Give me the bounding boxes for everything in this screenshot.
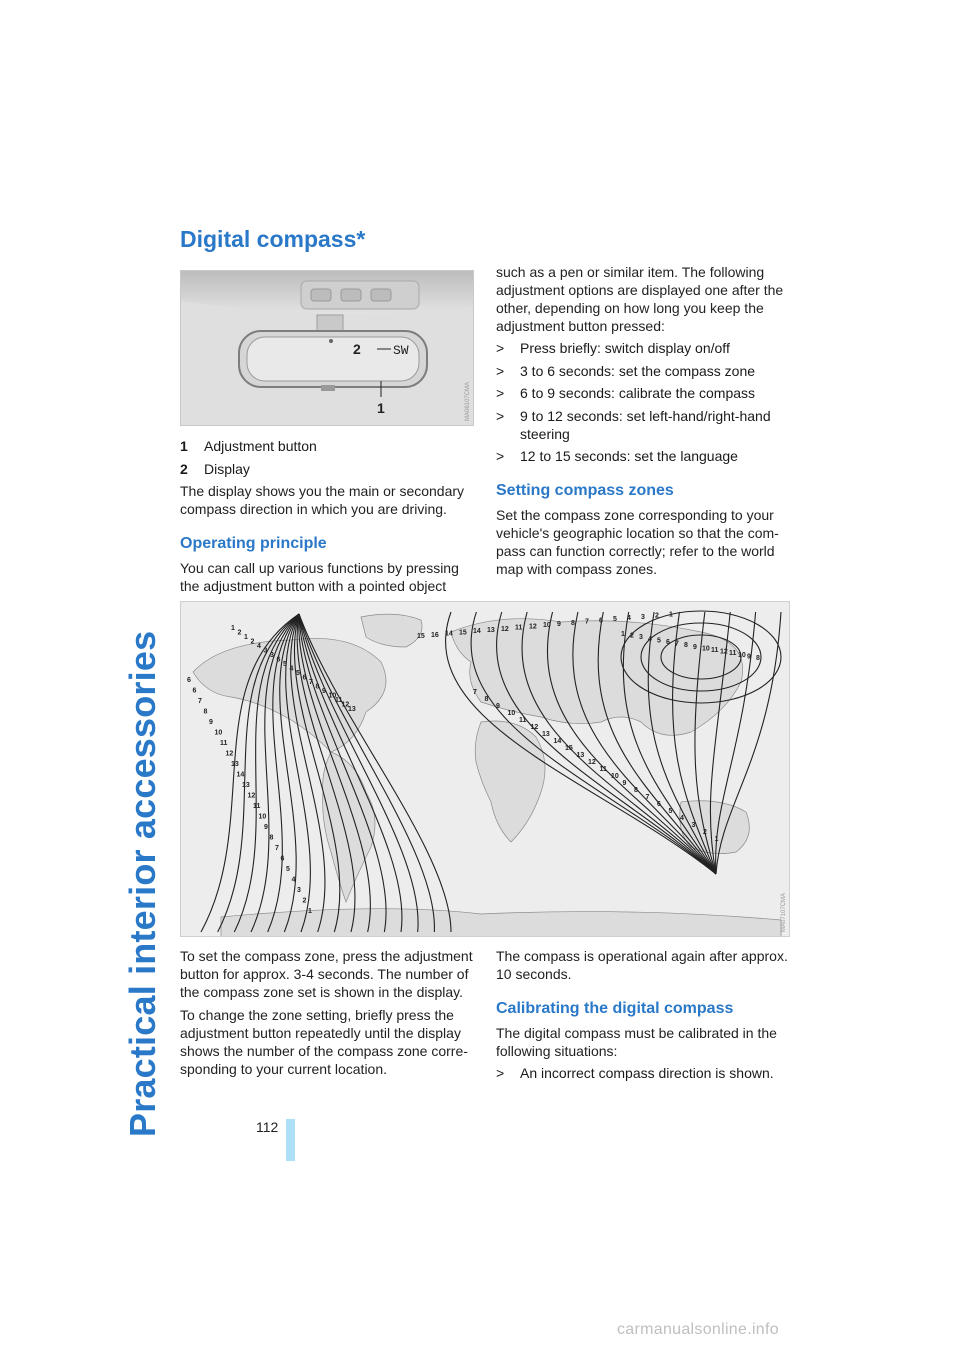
zone-number: 9	[209, 719, 213, 726]
zone-number: 13	[542, 731, 550, 738]
zone-number: 1	[231, 625, 235, 632]
zones-line-2: vehicle's geographic location so that the com-	[496, 525, 779, 541]
zone-number: 6	[302, 674, 307, 682]
zone-number: 9	[264, 824, 268, 831]
zone-number: 15	[417, 633, 425, 640]
zone-number: 8	[269, 834, 274, 842]
zone-number: 2	[655, 612, 659, 620]
mirror-figure	[180, 270, 474, 426]
zone-number: 3	[263, 647, 268, 655]
right-top-line-4: adjustment button pressed:	[496, 318, 665, 334]
zone-number: 5	[657, 637, 661, 645]
zone-number: 5	[613, 616, 617, 624]
zone-number: 7	[309, 679, 313, 686]
legend-item-1: 1 Adjustment button	[180, 438, 317, 454]
zone-number: 11	[519, 717, 527, 724]
operating-line-1: You can call up various functions by pressing	[180, 560, 459, 576]
zone-number: 8	[203, 708, 208, 716]
zone-number: 13	[242, 782, 250, 789]
zones-line-3: pass can function correctly; refer to the world	[496, 543, 775, 559]
zone-number: 12	[530, 724, 539, 731]
button-callout-number: 1	[377, 400, 385, 416]
zone-number: 8	[484, 696, 489, 703]
change-zone-line-1: To change the zone setting, briefly press the	[180, 1007, 454, 1023]
zone-number: 6	[192, 687, 197, 695]
zone-number: 5	[283, 661, 287, 668]
zone-number: 7	[198, 698, 202, 705]
zone-number: 1	[714, 836, 719, 843]
zone-number: 10	[507, 710, 516, 717]
zone-number: 10	[543, 622, 551, 630]
zone-number: 11	[711, 647, 719, 654]
figure-code: MA06107CMA	[465, 381, 471, 421]
zone-number: 12	[588, 759, 596, 766]
right-top-line-1: such as a pen or similar item. The following	[496, 264, 765, 280]
zone-number: 8	[756, 655, 760, 662]
zone-number: 3	[641, 613, 645, 621]
zone-number: 8	[571, 619, 575, 627]
zone-number: 2	[250, 638, 255, 646]
zone-number: 4	[291, 876, 296, 884]
intro-line-1: The display shows you the main or secondary	[180, 483, 465, 499]
set-zone-line-2: button for approx. 3-4 seconds. The number of	[180, 966, 469, 982]
zone-number: 10	[258, 813, 267, 821]
zone-number: 8	[315, 683, 320, 691]
compass-zone-map	[180, 601, 790, 937]
zone-number: 1	[669, 611, 673, 619]
zone-number: 13	[231, 761, 239, 768]
site-watermark: carmanualsonline.info	[617, 1321, 779, 1338]
set-zone-line-1: To set the compass zone, press the adjustment	[180, 948, 473, 964]
zone-number: 12	[720, 648, 728, 656]
zones-line-4: map with compass zones.	[496, 561, 658, 577]
zone-number: 11	[220, 740, 228, 747]
zone-number: 7	[473, 689, 477, 696]
zone-number: 3	[639, 634, 643, 642]
zone-number: 12	[225, 750, 234, 758]
change-zone-line-3: shows the number of the compass zone corre-	[180, 1043, 468, 1059]
zone-number: 7	[585, 618, 589, 626]
zone-number: 15	[565, 745, 573, 752]
section-side-title	[118, 232, 170, 1137]
zone-number: 14	[473, 628, 481, 636]
right-top-line-3: other, depending on how long you keep the	[496, 300, 764, 316]
zones-line-1: Set the compass zone corresponding to your	[496, 507, 774, 523]
zone-number: 6	[280, 855, 285, 863]
display-callout-number: 2	[353, 341, 361, 357]
zone-number: 7	[275, 845, 279, 852]
zone-number: 2	[237, 629, 242, 637]
section-side-title-text: Practical interior accessories	[122, 630, 163, 1137]
page-number: 112	[256, 1119, 279, 1135]
zone-number: 6	[187, 677, 191, 684]
zone-number: 10	[611, 773, 619, 780]
zone-number: 11	[335, 697, 343, 704]
intro-line-2: compass direction in which you are driving.	[180, 501, 447, 517]
zone-number: 5	[668, 808, 673, 815]
zone-number: 13	[576, 752, 585, 759]
zone-number: 10	[738, 651, 746, 659]
zone-number: 6	[276, 656, 281, 664]
zone-number: 16	[431, 631, 439, 639]
zone-number: 14	[445, 630, 453, 638]
zone-number: 12	[341, 701, 350, 709]
zone-number: 2	[703, 829, 707, 836]
zone-number: 14	[553, 738, 562, 745]
zone-number: 9	[496, 703, 500, 710]
zone-number: 1	[621, 631, 625, 638]
zone-number: 5	[296, 670, 300, 677]
zone-number: 14	[236, 771, 245, 779]
zone-number: 13	[487, 627, 495, 634]
calibrating-line-1: The digital compass must be calibrated in the	[496, 1025, 777, 1041]
zone-number: 10	[702, 645, 710, 653]
zone-number: 8	[684, 642, 688, 650]
zone-number: 4	[680, 815, 684, 822]
zone-number: 3	[691, 822, 696, 829]
calibrating-heading: Calibrating the digital compass	[496, 1000, 734, 1017]
zone-number: 9	[622, 780, 627, 787]
change-zone-line-4: sponding to your current location.	[180, 1061, 388, 1077]
zone-number: 1	[244, 634, 248, 641]
zone-number: 1	[308, 908, 312, 915]
operational-line-2: 10 seconds.	[496, 966, 572, 982]
zone-number: 2	[630, 632, 634, 640]
zone-number: 11	[729, 650, 737, 658]
zone-number: 4	[627, 615, 631, 622]
zone-number: 2	[302, 897, 307, 905]
zone-number: 4	[257, 643, 261, 650]
zone-number: 8	[634, 787, 638, 794]
zone-number: 9	[557, 621, 561, 628]
zone-number: 12	[529, 623, 537, 631]
display-readout: SW	[393, 343, 409, 358]
operating-line-2: the adjustment button with a pointed object	[180, 578, 447, 594]
zone-number: 6	[666, 639, 670, 646]
operational-line-1: The compass is operational again after approx.	[496, 948, 788, 964]
compass-zone-map-illustration	[181, 602, 790, 937]
zone-number: 4	[648, 635, 652, 643]
zone-number: 9	[322, 688, 326, 695]
zone-number: 10	[328, 692, 337, 700]
zone-number: 4	[289, 665, 294, 673]
map-code: MA07107CMA	[781, 892, 787, 932]
zone-number: 13	[348, 706, 356, 713]
calibrating-line-2: following situations:	[496, 1043, 618, 1059]
zone-number: 6	[657, 801, 661, 808]
zone-number: 7	[675, 640, 679, 648]
set-zone-line-3: the compass zone set is shown in the display.	[180, 984, 464, 1000]
zone-number: 9	[747, 653, 751, 661]
operating-principle-heading: Operating principle	[180, 535, 327, 552]
zone-number: 3	[297, 887, 301, 894]
mirror-illustration	[181, 271, 474, 426]
zone-number: 15	[459, 629, 467, 637]
page-heading: Digital compass*	[180, 226, 366, 252]
zone-number: 9	[693, 643, 697, 651]
right-top-line-2: adjustment options are displayed one after the	[496, 282, 784, 298]
setting-zones-heading: Setting compass zones	[496, 482, 674, 499]
change-zone-line-2: adjustment button repeatedly until the display	[180, 1025, 461, 1041]
zone-number: 12	[247, 792, 256, 800]
zone-number: 10	[214, 729, 223, 737]
page-marker-bar	[286, 1119, 295, 1161]
zone-number: 7	[645, 794, 650, 801]
zone-number: 6	[599, 617, 603, 625]
zone-number: 11	[599, 766, 607, 773]
zone-number: 5	[286, 866, 290, 873]
zone-number: 12	[501, 625, 509, 633]
legend-item-2: 2 Display	[180, 461, 250, 477]
zone-number: 3	[270, 652, 274, 659]
zone-number: 11	[253, 803, 261, 810]
zone-number: 11	[515, 624, 523, 632]
